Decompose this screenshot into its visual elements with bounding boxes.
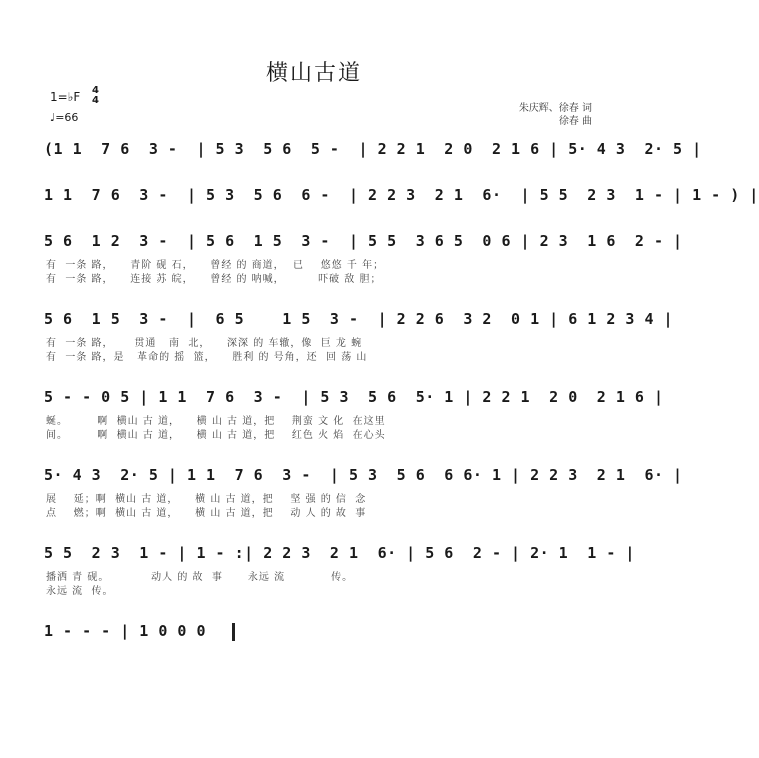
lyric-verse-2: 有 一条 路，是 革命的 摇 篮， 胜利 的 号角，还 回 荡 山 — [46, 352, 368, 363]
final-barline — [232, 623, 235, 641]
lyric-verse-2: 有 一条 路， 连接 苏 皖， 曾经 的 呐喊， 吓破 敌 胆； — [46, 274, 382, 285]
notation: 1 1 7 6 3 - | 5 3 5 6 6 - | 2 2 3 2 1 6· | 5 5 2 3 1 - | 1 - ) | — [44, 186, 759, 204]
lyric-verse-2: 点 燃；啊 横山 古 道， 横 山 古 道，把 动 人 的 故 事 — [46, 508, 367, 519]
lyric-verse-1: 有 一条 路， 贯通 南 北， 深深 的 车辙，像 巨 龙 蜿 — [46, 338, 363, 349]
notation: 5 5 2 3 1 - | 1 - :| 2 2 3 2 1 6· | 5 6 2 - | 2· 1 1 - | — [44, 544, 635, 562]
lyric-verse-2: 永远 流 传。 — [46, 586, 114, 597]
lyric-verse-1: 播洒 青 砚。 动人 的 故 事 永远 流 传。 — [46, 572, 354, 583]
lyricist-credit: 朱庆辉、徐春 词 — [518, 103, 592, 114]
tempo-marking: ♩=66 — [50, 111, 79, 124]
meter-bottom: 4 — [92, 95, 99, 106]
notation: 5 - - 0 5 | 1 1 7 6 3 - | 5 3 5 6 5· 1 | 2 2 1 2 0 2 1 6 | — [44, 388, 664, 406]
credits — [519, 102, 592, 128]
lyric-verse-1: 有 一条 路， 青阶 砚 石， 曾经 的 商道， 已 悠悠 千 年； — [46, 260, 385, 271]
lyric-verse-1: 蜒。 啊 横山 古 道， 横 山 古 道，把 荆蛮 文 化 在这里 — [46, 416, 386, 427]
notation: 1 - - - | 1 0 0 0 — [44, 622, 207, 640]
notation: (1 1 7 6 3 - | 5 3 5 6 5 - | 2 2 1 2 0 2 1 6 | 5· 4 3 2· 5 | — [44, 140, 702, 158]
time-signature — [92, 86, 99, 106]
key-signature: 1=♭F — [50, 90, 81, 104]
notation: 5 6 1 5 3 - | 6 5 1 5 3 - | 2 2 6 3 2 0 1 | 6 1 2 3 4 | — [44, 310, 674, 328]
meter-top: 4 — [92, 85, 99, 96]
lyric-verse-1: 展 延；啊 横山 古 道， 横 山 古 道，把 坚 强 的 信 念 — [46, 494, 367, 505]
song-title: 横山古道 — [265, 61, 362, 86]
notation: 5· 4 3 2· 5 | 1 1 7 6 3 - | 5 3 5 6 6 6· 1 | 2 2 3 2 1 6· | — [44, 466, 683, 484]
lyric-verse-2: 间。 啊 横山 古 道， 横 山 古 道，把 红色 火 焰 在心头 — [46, 430, 386, 441]
composer-credit: 徐春 曲 — [558, 116, 592, 127]
notation: 5 6 1 2 3 - | 5 6 1 5 3 - | 5 5 3 6 5 0 6 | 2 3 1 6 2 - | — [44, 232, 683, 250]
